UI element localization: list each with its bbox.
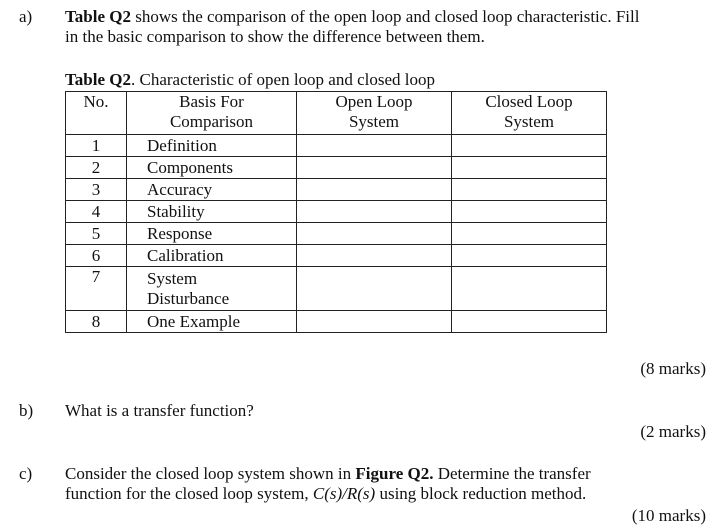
open-loop-cell[interactable] [297, 157, 452, 179]
header-basis [127, 92, 297, 135]
table-caption [65, 70, 435, 90]
open-loop-cell[interactable] [297, 267, 452, 311]
row-number: 2 [66, 157, 127, 179]
table-row [66, 267, 607, 311]
closed-loop-cell[interactable] [452, 311, 607, 333]
closed-loop-cell[interactable] [452, 201, 607, 223]
header-closed-line-2: System [503, 112, 555, 131]
row-basis-line-1: System [147, 268, 198, 288]
table-row [66, 245, 607, 267]
part-a-line-1 [65, 7, 705, 27]
closed-loop-cell[interactable] [452, 157, 607, 179]
open-loop-cell[interactable] [297, 223, 452, 245]
part-c-line-1-end: Determine the transfer [433, 464, 591, 483]
row-basis: One Example [127, 311, 297, 333]
row-number: 8 [66, 311, 127, 333]
part-b-label: b) [19, 401, 34, 420]
closed-loop-cell[interactable] [452, 135, 607, 157]
row-number: 5 [66, 223, 127, 245]
open-loop-cell[interactable] [297, 135, 452, 157]
figure-ref: Figure Q2. [355, 464, 434, 483]
row-basis: Calibration [127, 245, 297, 267]
open-loop-cell[interactable] [297, 201, 452, 223]
closed-loop-cell[interactable] [452, 223, 607, 245]
row-basis: Response [127, 223, 297, 245]
row-number: 6 [66, 245, 127, 267]
part-c-marks: (10 marks) [631, 506, 706, 525]
table-row [66, 135, 607, 157]
row-number: 3 [66, 179, 127, 201]
part-b-marks: (2 marks) [640, 422, 706, 441]
part-c-line-2-start: function for the closed loop system, [65, 484, 313, 503]
table-row [66, 179, 607, 201]
part-c-line-2 [65, 484, 705, 504]
header-no: No. [66, 92, 127, 135]
header-open-line-1: Open Loop [335, 92, 413, 111]
open-loop-cell[interactable] [297, 245, 452, 267]
header-open-loop [297, 92, 452, 135]
part-a-question [65, 7, 705, 47]
table-row [66, 223, 607, 245]
table-row [66, 157, 607, 179]
closed-loop-cell[interactable] [452, 245, 607, 267]
row-basis-line-2: Disturbance [147, 288, 230, 308]
part-b-question: What is a transfer function? [65, 401, 254, 420]
row-number: 4 [66, 201, 127, 223]
part-c-line-1 [65, 464, 705, 484]
table-ref: Table Q2 [65, 7, 131, 26]
row-number: 7 [66, 267, 127, 311]
part-c-question [65, 464, 705, 504]
table-row [66, 311, 607, 333]
part-a-line-2: in the basic comparison to show the difference between them. [65, 27, 485, 46]
row-basis: Stability [127, 201, 297, 223]
comparison-table [65, 91, 607, 333]
table-header-row [66, 92, 607, 135]
part-c-line-1-start: Consider the closed loop system shown in [65, 464, 356, 483]
open-loop-cell[interactable] [297, 311, 452, 333]
row-basis: Definition [127, 135, 297, 157]
row-basis: Accuracy [127, 179, 297, 201]
closed-loop-cell[interactable] [452, 179, 607, 201]
header-basis-line-2: Comparison [169, 112, 254, 131]
part-c-label: c) [19, 464, 33, 483]
part-a-marks: (8 marks) [640, 359, 706, 378]
part-c-line-2-end: using block reduction method. [375, 484, 587, 503]
transfer-function-expr: C(s)/R(s) [312, 484, 376, 503]
part-a-line-1-text: shows the comparison of the open loop and closed loop characteristic. Fill [130, 7, 640, 26]
row-number: 1 [66, 135, 127, 157]
caption-text: . Characteristic of open loop and closed loop [130, 70, 436, 89]
header-closed-loop [452, 92, 607, 135]
header-closed-line-1: Closed Loop [485, 92, 573, 111]
row-basis: Components [127, 157, 297, 179]
part-a-label: a) [19, 7, 33, 26]
row-basis [127, 267, 297, 311]
closed-loop-cell[interactable] [452, 267, 607, 311]
header-open-line-2: System [348, 112, 400, 131]
table-row [66, 201, 607, 223]
caption-label: Table Q2 [65, 70, 131, 89]
header-basis-line-1: Basis For [179, 92, 244, 111]
open-loop-cell[interactable] [297, 179, 452, 201]
